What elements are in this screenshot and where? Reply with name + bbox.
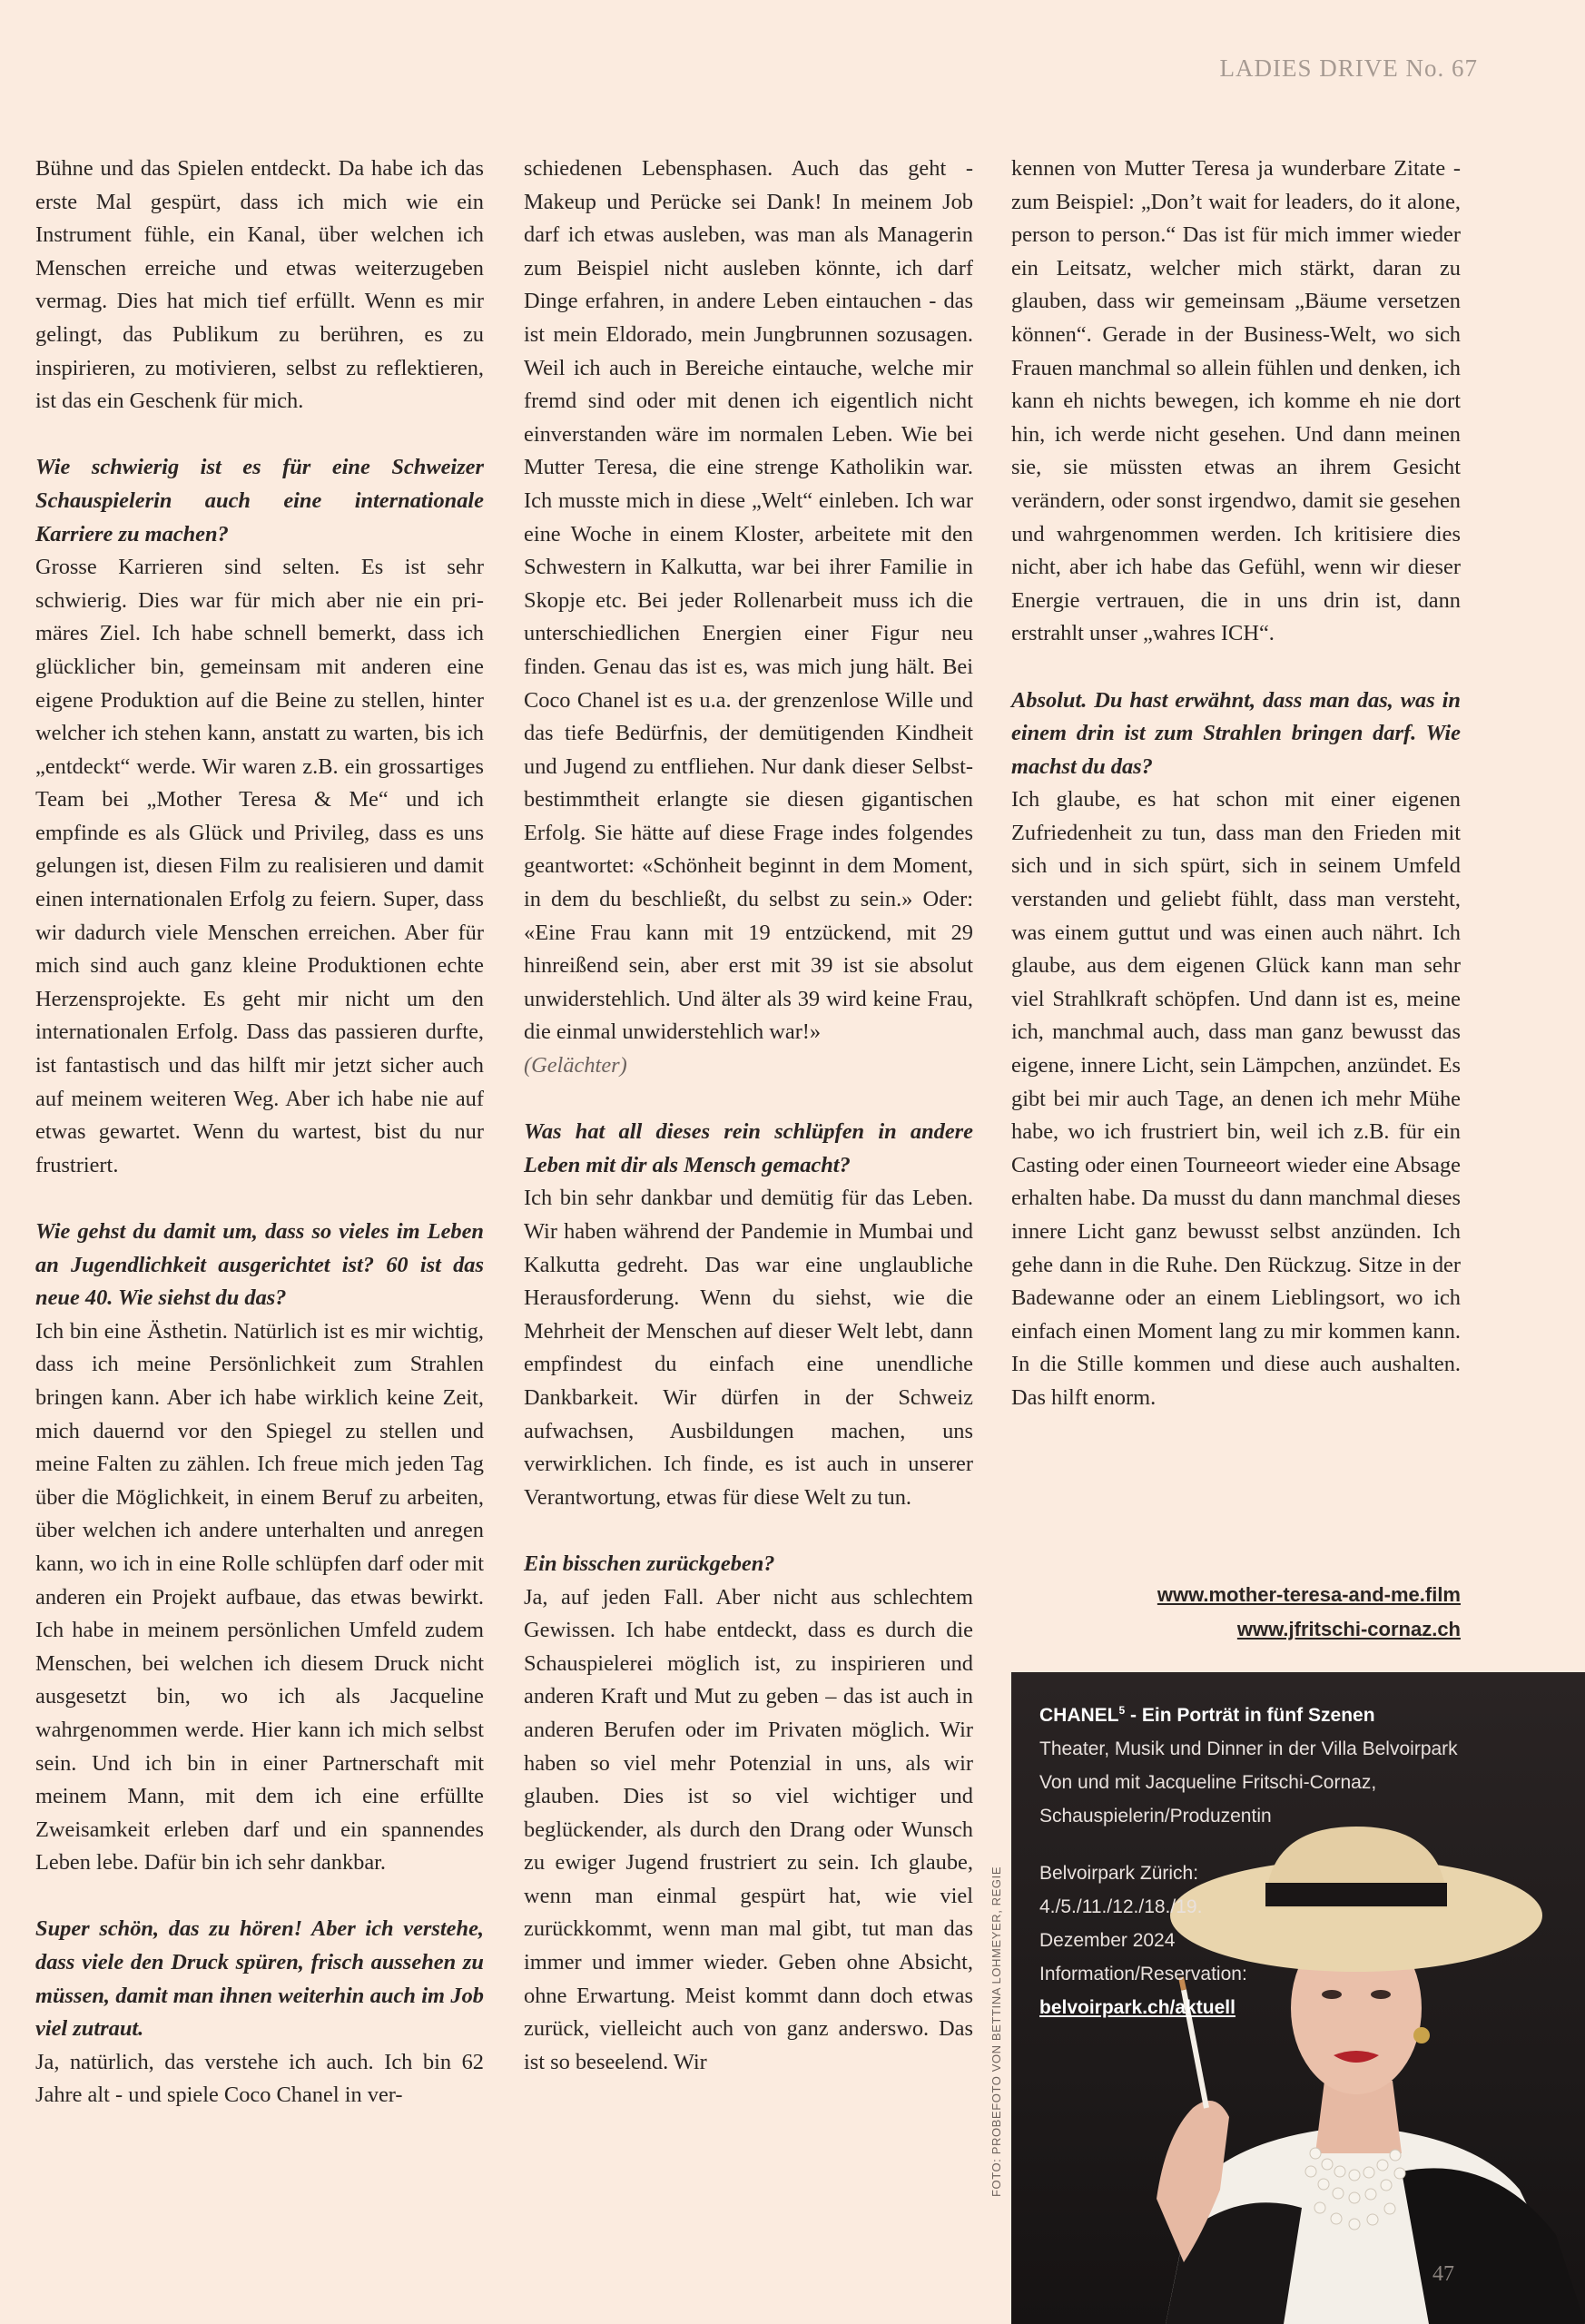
magazine-header: LADIES DRIVE No. 67 <box>1219 54 1478 82</box>
website-links <box>1157 1578 1461 1647</box>
reservation-link[interactable]: belvoirpark.ch/aktuell <box>1039 1997 1236 2018</box>
event-description: Theater, Musik und Dinner in der Villa Belvoirpark <box>1039 1738 1458 1759</box>
interview-answer: Ich bin eine Ästhetin. Natürlich ist es mir wichtig, dass ich meine Persönlichkeit zum Strahlen bringen kann. Aber ich habe wirklich keine Zeit, mich dauernd vor den Spiegel zu stellen und meine Falten zu zählen. Ich freue mich jeden Tag über die Möglichkeit, in einem Beruf zu arbeiten, über welchen ich andere unterhalten und anregen kann, wo ich in eine Rolle schlüpfen darf oder mit anderen ein Projekt aufbaue, das etwas bewirkt. Ich habe in meinem persönlichen Umfeld zudem Menschen, bei welchen ich diesem Druck nicht ausgesetzt bin, wo ich als Jacqueline wahrgenommen werde. Hier kann ich mich selbst sein. Und ich bin in einer Partnerschaft mit meinem Mann, mit dem ich eine erfüllte Zweisamkeit erleben darf und ein spannendes Leben lebe. Dafür bin ich sehr dankbar. <box>35 1318 484 1876</box>
interview-answer: Ja, natürlich, das verstehe ich auch. Ich bin 62 Jahre alt - und spiele Coco Chanel in ver- <box>35 2049 484 2108</box>
reservation-label: Information/Reservation: <box>1039 1964 1247 1984</box>
laughter-aside: (Gelächter) <box>524 1053 627 1078</box>
page-number: 47 <box>1432 2262 1454 2286</box>
interview-question: Ein bisschen zurückgeben? <box>524 1551 775 1576</box>
event-advertisement <box>1011 1672 1585 2324</box>
interview-question: Wie gehst du damit um, dass so vieles im Leben an Jugendlichkeit ausgerichtet ist? 60 ist das neue 40. Wie siehst du das? <box>35 1219 484 1311</box>
interview-question: Super schön, das zu hören! Aber ich verstehe, dass viele den Druck spüren, frisch aussehen zu müssen, damit man ihnen weiterhin auch im Job viel zutraut. <box>35 1916 484 2042</box>
personal-website-link[interactable]: www.jfritschi-cornaz.ch <box>1236 1618 1461 1640</box>
photo-credit: FOTO: PROBEFOTO VON BETTINA LOHMEYER, REGIE <box>989 1866 1003 2197</box>
interview-answer: Ich bin sehr dankbar und demütig für das Leben. Wir haben während der Pandemie in Mumbai und Kalkutta gedreht. Das war eine unglaubliche Herausforderung. Wenn du siehst, wie die Mehrheit der Menschen auf dieser Welt lebt, dann empfindest du einfach eine unendliche Dankbarkeit. Wir dürfen in der Schweiz aufwachsen, Ausbildungen machen, uns verwirklichen. Ich finde, es ist auch in unserer Verantwortung, etwas für diese Welt zu tun. <box>524 1186 973 1510</box>
event-month: Dezember 2024 <box>1039 1930 1176 1951</box>
event-dates: 4./5./11./12./18./19. <box>1039 1896 1203 1917</box>
event-role: Schauspielerin/Produzentin <box>1039 1806 1272 1827</box>
interview-answer: Ja, auf jeden Fall. Aber nicht aus schlechtem Gewissen. Ich habe entdeckt, dass es durch die Schauspielerei möglich ist, zu inspirieren und anderen Kraft und Mut zu geben – das ist auch in anderen Berufen oder im Privaten möglich. Wir haben so viel mehr Potenzial in uns, als wir glauben. Dies ist so viel wichtiger und beglückender, als durch den Drang oder Wunsch zu ewiger Jugend frustriert zu sein. Ich glaube, wenn man einmal gespürt hat, wie viel zurückkommt, wenn man mal gibt, tut man das immer und immer wieder. Geben ohne Absicht, ohne Erwartung. Meist kommt dann doch etwas zurück, vielleicht auch von ganz anderswo. Das ist so beseelend. Wir <box>524 1584 973 2074</box>
paragraph: schiedenen Lebensphasen. Auch das geht - Makeup und Perücke sei Dank! In meinem Job darf ich etwas ausleben, was man als Managerin zum Beispiel nicht ausleben könnte, ich darf Dinge erfahren, in andere Leben eintauchen - das ist mein Eldorado, mein Jungbrunnen sozusagen. Weil ich auch in Bereiche eintauche, welche mir fremd sind oder mit denen ich eigentlich nicht einverstanden wäre im normalen Leben. Wie bei Mutter Teresa, die eine strenge Katholikin war. Ich musste mich in diese „Welt“ einleben. Ich war eine Woche in einem Kloster, arbeitete mit den Schwestern in Kalkutta, war bei ihrer Familie in Skopje etc. Bei jeder Rollenarbeit muss ich die unterschiedlichen Energien einer Figur neu finden. Genau das ist es, was mich jung hält. Bei Coco Chanel ist es u.a. der grenzenlose Wille und das tiefe Bedürfnis, der demütigenden Kindheit und Jugend zu entfliehen. Nur dank dieser Selbstbestimmtheit erlangte sie diesen gigantischen Erfolg. Sie hätte auf diese Frage indes folgendes geantwortet: «Schönheit beginnt in dem Moment, in dem du beschließt, du selbst zu sein.» Oder: «Eine Frau kann mit 19 entzückend, mit 29 hinreißend sein, aber erst mit 39 ist sie absolut unwiderstehlich. Und älter als 39 wird keine Frau, die einmal unwiderstehlich war!» <box>524 156 973 1045</box>
film-website-link[interactable]: www.mother-teresa-and-me.film <box>1157 1583 1461 1606</box>
interview-answer: Grosse Karrieren sind selten. Es ist sehr schwierig. Dies war für mich aber nie ein primäres Ziel. Ich habe schnell bemerkt, dass ich glücklicher bin, gemeinsam mit anderen eine eigene Produktion auf die Beine zu stellen, hinter welcher ich stehen kann, anstatt zu warten, bis ich „entdeckt“ werde. Wir waren z.B. ein grossartiges Team bei „Mother Teresa & Me“ und ich empfinde es als Glück und Privileg, dass es uns gelungen ist, diesen Film zu realisieren und damit einen internationalen Erfolg zu feiern. Super, dass wir dadurch viele Menschen erreichen. Aber für mich sind auch ganz kleine Produktionen echte Herzensprojekte. Es geht mir nicht um den internationalen Erfolg. Dass das passieren durfte, ist fantastisch und das hilft mir jetzt sicher auch auf meinem weiteren Weg. Aber ich habe nie auf etwas gewartet. Wenn du wartest, bist du nur frustriert. <box>35 555 484 1177</box>
interview-question: Wie schwierig ist es für eine Schweizer Schauspielerin auch eine internationale Karriere zu machen? <box>35 455 484 547</box>
article-column-1 <box>35 153 484 2112</box>
article-column-3 <box>1011 153 1461 1415</box>
paragraph: Bühne und das Spielen entdeckt. Da habe ich das erste Mal gespürt, dass ich mich wie ein Instrument fühle, ein Kanal, über welchen ich Menschen erreiche und etwas weiterzugeben vermag. Dies hat mich tief erfüllt. Wenn es mir gelingt, das Publikum zu berühren, es zu inspirieren, zu motivieren, selbst zu reflektieren, ist das ein Geschenk für mich. <box>35 156 484 414</box>
event-venue: Belvoirpark Zürich: <box>1039 1863 1199 1884</box>
interview-question: Absolut. Du hast erwähnt, dass man das, was in einem drin ist zum Strahlen bringen darf. Wie machst du das? <box>1011 687 1461 779</box>
paragraph: kennen von Mutter Teresa ja wunderbare Zitate - zum Beispiel: „Don’t wait for leaders, do it alone, person to person.“ Das ist für mich immer wieder ein Leitsatz, welcher mich stärkt, daran zu glauben, dass wir gemeinsam „Bäume versetzen können“. Gerade in der Business-Welt, wo sich Frauen manchmal so allein fühlen und denken, ich kann eh nichts bewegen, ich komme eh nie dort hin, ich werde nicht gesehen. Und dann meinen sie, sie müssten etwas an ihrem Gesicht verändern, oder sonst irgendwo, damit sie gesehen und wahrgenommen werden. Ich kritisiere dies nicht, aber ich habe das Gefühl, wenn wir dieser Energie vertrauen, die in uns drin ist, dann erstrahlt unser „wahres ICH“. <box>1011 156 1461 646</box>
interview-question: Was hat all dieses rein schlüpfen in andere Leben mit dir als Mensch gemacht? <box>524 1119 973 1177</box>
article-column-2 <box>524 153 973 2079</box>
interview-answer: Ich glaube, es hat schon mit einer eigenen Zufriedenheit zu tun, dass man den Frieden mit sich und in sich spürt, sich in seinem Umfeld verstanden und geliebt fühlt, dass man versteht, was einem guttut und was einen auch nährt. Ich glaube, aus dem eigenen Glück kann man sehr viel Strahlkraft schöpfen. Und dann ist es, meine ich, manchmal auch, dass man ganz bewusst das eigene, innere Licht, sein Lämpchen, anzündet. Es gibt bei mir auch Tage, an denen ich mehr Mühe habe, wo ich frustriert bin, weil ich z.B. für ein Casting oder einen Tourneeort wieder eine Absage erhalten habe. Da musst du dann manchmal dieses innere Licht ganz bewusst selbst anzünden. Ich gehe dann in die Ruhe. Den Rückzug. Sitze in der Badewanne oder an einem Lieblingsort, wo ich einfach einen Moment lang zu mir kommen kann. In die Stille kommen und diese auch aushalten. Das hilft enorm. <box>1011 787 1461 1410</box>
event-title: CHANEL$^5$ - Ein Porträt in fünf Szenen <box>1039 1704 1375 1726</box>
event-cast: Von und mit Jacqueline Fritschi-Cornaz, <box>1039 1772 1377 1793</box>
